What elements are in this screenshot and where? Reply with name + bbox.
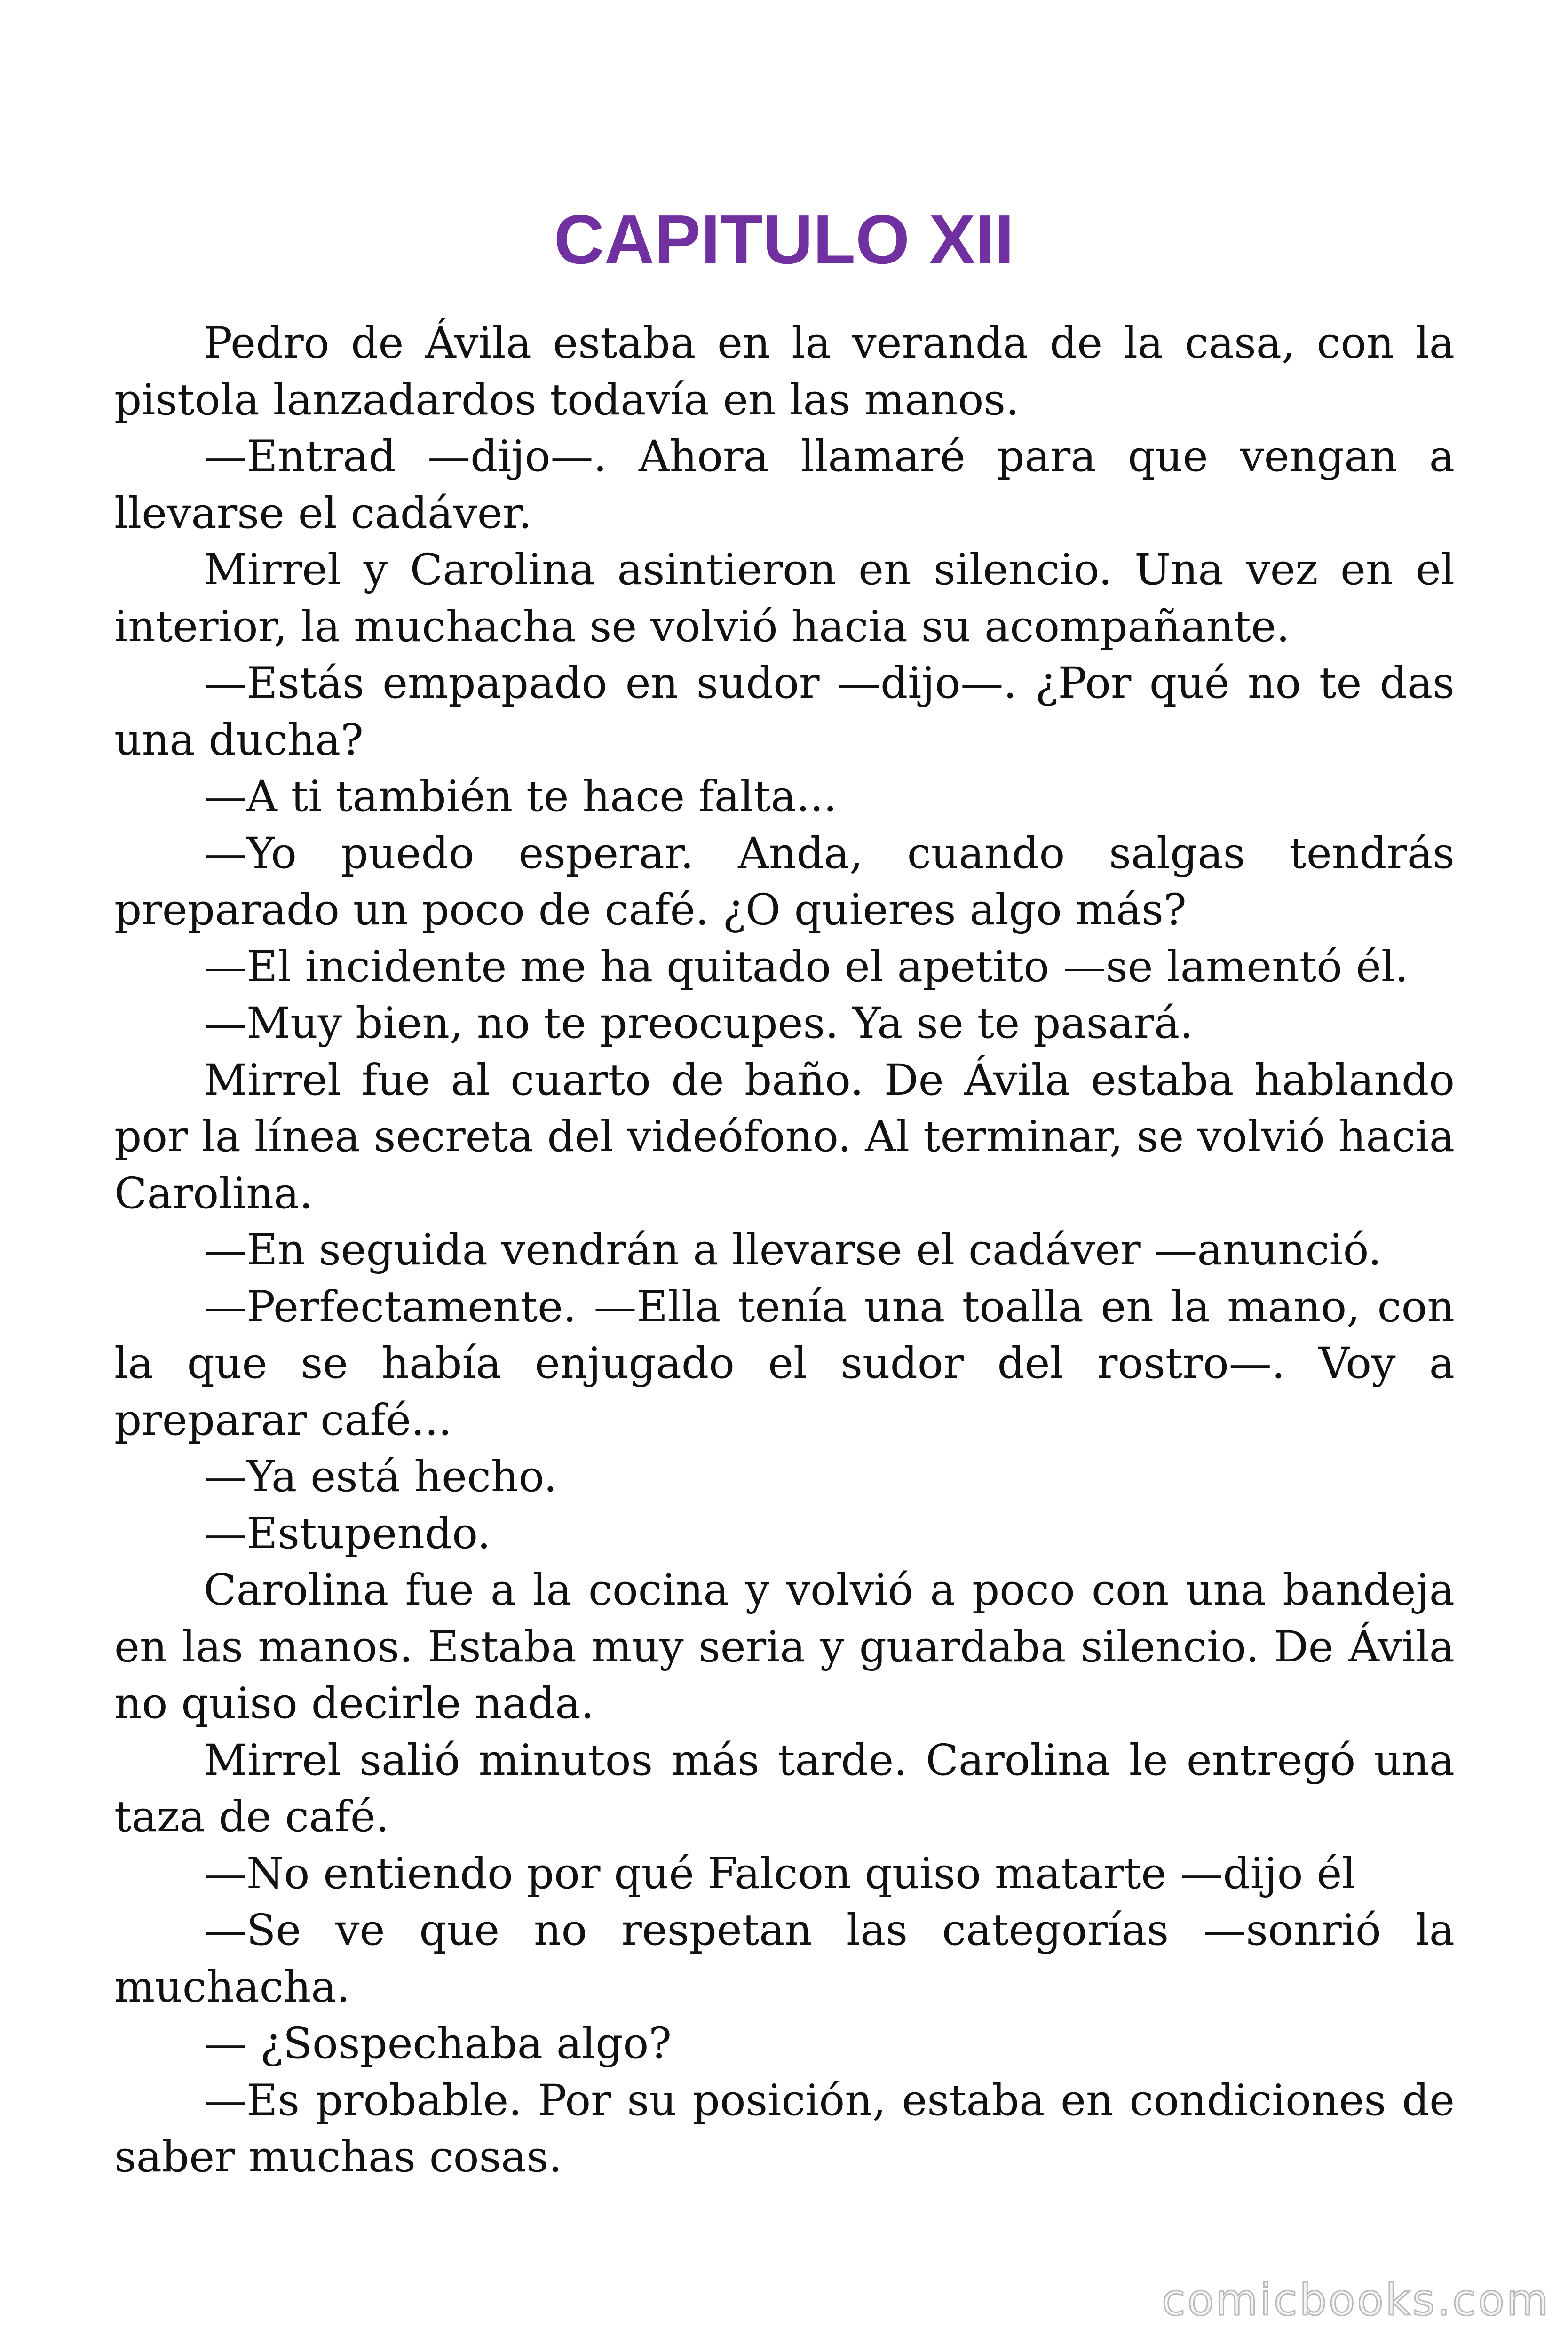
paragraph: Carolina fue a la cocina y volvió a poco con una bandeja en las manos. Estaba muy seria y guardaba silencio. De Ávila no quiso decirle nada. xyxy=(114,1565,1455,1728)
paragraph: —Estás empapado en sudor —dijo—. ¿Por qué no te das una ducha? xyxy=(114,659,1455,765)
paragraph: —Ya está hecho. xyxy=(204,1452,557,1502)
site-watermark: comicbooks.com xyxy=(1162,2275,1551,2325)
paragraph: —El incidente me ha quitado el apetito —se lamentó él. xyxy=(204,942,1409,992)
paragraph: —Entrad —dijo—. Ahora llamaré para que vengan a llevarse el cadáver. xyxy=(114,432,1455,538)
paragraph: —Estupendo. xyxy=(204,1509,491,1558)
paragraph: Pedro de Ávila estaba en la veranda de la casa, con la pistola lanzadardos todavía en las manos. xyxy=(114,318,1455,425)
paragraph: —Perfectamente. —Ella tenía una toalla en la mano, con la que se había enjugado el sudor del rostro—. Voy a preparar café... xyxy=(114,1282,1455,1445)
paragraph: —Muy bien, no te preocupes. Ya se te pasará. xyxy=(204,999,1194,1048)
paragraph: —Es probable. Por su posición, estaba en condiciones de saber muchas cosas. xyxy=(114,2075,1455,2182)
paragraph: —Se ve que no respetan las categorías —sonrió la muchacha. xyxy=(114,1906,1455,2012)
chapter-title: CAPITULO XII xyxy=(554,201,1014,278)
paragraph: —No entiendo por qué Falcon quiso matarte —dijo él xyxy=(204,1849,1356,1899)
paragraph: — ¿Sospechaba algo? xyxy=(204,2019,672,2068)
paragraph: Mirrel y Carolina asintieron en silencio. Una vez en el interior, la muchacha se volvió hacia su acompañante. xyxy=(114,545,1455,652)
paragraph: Mirrel fue al cuarto de baño. De Ávila estaba hablando por la línea secreta del videófono. Al terminar, se volvió hacia Carolina. xyxy=(114,1055,1455,1218)
paragraph: —A ti también te hace falta... xyxy=(204,772,837,821)
paragraph: —En seguida vendrán a llevarse el cadáver —anunció. xyxy=(204,1225,1382,1275)
chapter-body xyxy=(114,315,1455,2186)
paragraph: —Yo puedo esperar. Anda, cuando salgas tendrás preparado un poco de café. ¿O quieres algo más? xyxy=(114,828,1455,935)
paragraph: Mirrel salió minutos más tarde. Carolina le entregó una taza de café. xyxy=(114,1735,1455,1842)
